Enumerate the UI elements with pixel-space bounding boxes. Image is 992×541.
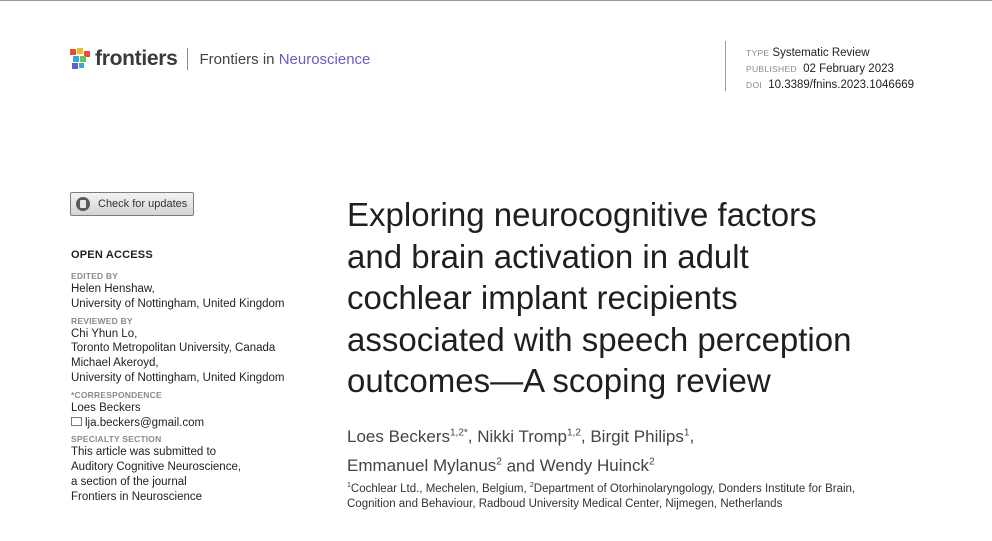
edited-by-section: EDITED BY Helen Henshaw, University of Nottingham, United Kingdom: [71, 271, 285, 310]
journal-title: Frontiers in Neuroscience: [199, 50, 371, 68]
author[interactable]: Loes Beckers$^{1,2*}$: [347, 426, 468, 446]
frontiers-logo-icon: [70, 48, 90, 70]
author[interactable]: Birgit Philips$^1$: [590, 426, 690, 446]
check-updates-label: Check for updates: [98, 198, 188, 210]
header-divider: [187, 48, 188, 70]
affiliations: $^1$Cochlear Ltd., Mechelen, Belgium, $^2$Department of Otorhinolaryngology, Donders Institute for Brain, Cognition and Behaviour, Radboud University Medical Center, Nijmegen, Netherlands: [347, 482, 856, 510]
meta-type: TYPE Systematic Review: [746, 47, 870, 59]
sidebar: [71, 249, 321, 507]
meta-doi: DOI 10.3389/fnins.2023.1046669: [746, 79, 915, 91]
check-updates-button[interactable]: [70, 192, 194, 216]
author[interactable]: Wendy Huinck$^2$: [539, 456, 655, 476]
doi-link[interactable]: 10.3389/fnins.2023.1046669: [768, 79, 915, 91]
journal-header: [70, 47, 370, 71]
update-icon: [76, 197, 90, 211]
article-title: Exploring neurocognitive factors and brain activation in adult cochlear implant recipients associated with speech perception outcomes—A scoping review: [347, 196, 852, 399]
author[interactable]: Nikki Tromp$^{1,2}$: [477, 426, 581, 446]
top-rule: [0, 0, 992, 1]
mail-icon: [71, 417, 82, 426]
email-link[interactable]: lja.beckers@gmail.com: [85, 416, 205, 429]
correspondence-section: *CORRESPONDENCE Loes Beckers lja.beckers@gmail.com: [71, 389, 205, 429]
meta-published: PUBLISHED 02 February 2023: [746, 63, 894, 75]
author-list: Loes Beckers$^{1,2*}$, Nikki Tromp$^{1,2}$, Birgit Philips$^1$, Emmanuel Mylanus$^2$ and Wendy Huinck$^2$: [347, 426, 695, 476]
reviewed-by-section: REVIEWED BY Chi Yhun Lo, Toronto Metropolitan University, Canada Michael Akeroyd, University of Nottingham, United Kingdom: [71, 315, 285, 384]
article-meta: [725, 41, 914, 91]
publisher-name: frontiers: [95, 47, 178, 70]
specialty-section: SPECIALTY SECTION This article was submitted to Auditory Cognitive Neuroscience, a section of the journal Frontiers in Neuroscience: [71, 434, 242, 503]
open-access-label: OPEN ACCESS: [71, 249, 153, 261]
author[interactable]: Emmanuel Mylanus$^2$: [347, 456, 502, 476]
journal-name: Neuroscience: [278, 50, 371, 68]
